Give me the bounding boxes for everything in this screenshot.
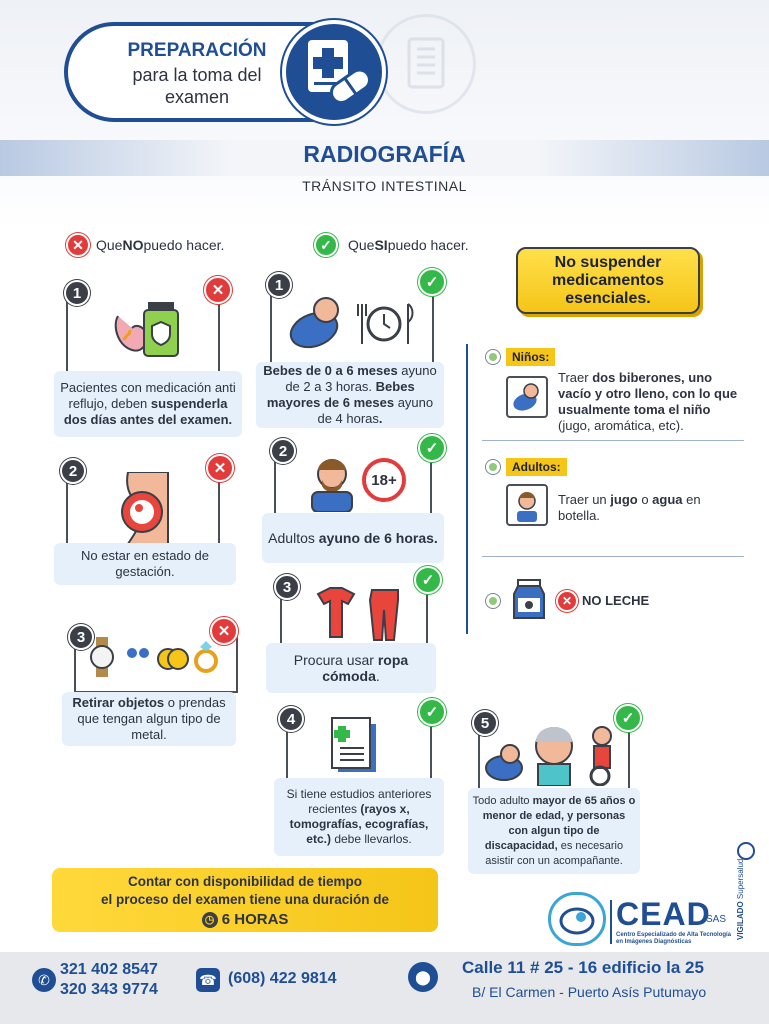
companion-people-icon xyxy=(484,718,626,786)
section-divider xyxy=(482,440,744,441)
no-item-3-card: Retirar objetos o prendas que tengan algun tipo de metal. xyxy=(62,692,236,746)
brand-divider xyxy=(610,900,612,944)
ninos-label: Niños: xyxy=(506,348,555,366)
time-availability-banner: Contar con disponibilidad de tiempo el proceso del examen tiene una duración de ◷ 6 HORAS xyxy=(52,868,438,932)
vigilado-supersalud: VIGILADO Supersalud xyxy=(736,858,745,940)
prep-subtitle: para la toma del examen xyxy=(132,65,262,107)
check-icon: ✓ xyxy=(314,233,338,257)
divider-line xyxy=(466,344,468,634)
check-icon: ✓ xyxy=(418,268,446,296)
milk-carton-icon xyxy=(508,578,550,620)
stomach-medicine-icon xyxy=(110,296,186,366)
bullet-icon xyxy=(486,594,500,608)
si-item-5-card: Todo adulto mayor de 65 años o menor de edad, y personas con algun tipo de discapacidad, es necesario asistir con un acompañante. xyxy=(468,788,640,874)
step-number: 3 xyxy=(274,574,300,600)
adult-man-icon xyxy=(304,452,364,512)
si-item-2-frame xyxy=(274,450,432,518)
medication-note: No suspender medicamentos esenciales. xyxy=(516,247,700,314)
clock-icon: ◷ xyxy=(202,912,218,928)
address-line-1: Calle 11 # 25 - 16 edificio la 25 xyxy=(462,958,704,977)
step-number: 1 xyxy=(64,280,90,306)
section-divider xyxy=(482,556,744,557)
baby-fasting-icon xyxy=(288,294,420,354)
brand-suffix: SAS xyxy=(706,914,727,925)
step-number: 3 xyxy=(68,624,94,650)
address-line-2: B/ El Carmen - Puerto Asís Putumayo xyxy=(472,984,707,1000)
xray-watermark-icon xyxy=(376,14,476,114)
step-number: 2 xyxy=(270,438,296,464)
metal-objects-icon xyxy=(90,637,226,677)
bullet-icon xyxy=(486,460,500,474)
check-icon: ✓ xyxy=(418,698,446,726)
no-item-2-card: No estar en estado de gestación. xyxy=(54,543,236,585)
supersalud-icon xyxy=(737,842,755,860)
check-icon: ✓ xyxy=(414,566,442,594)
medical-records-icon xyxy=(328,716,382,776)
no-item-1-card: Pacientes con medicación anti reflujo, deben suspenderla dos días antes del examen. xyxy=(54,371,242,437)
adultos-text: Traer un jugo o agua en botella. xyxy=(558,492,701,523)
si-item-1-frame xyxy=(270,286,434,366)
step-number: 5 xyxy=(472,710,498,736)
si-item-5-frame xyxy=(478,716,630,790)
no-leche-text: NO LECHE xyxy=(582,593,650,608)
step-number: 4 xyxy=(278,706,304,732)
comfortable-clothes-icon xyxy=(308,586,404,644)
baby-icon xyxy=(506,376,548,418)
check-icon: ✓ xyxy=(614,704,642,732)
phone-icon: ☎ xyxy=(196,968,220,992)
legend-no: ✕ Que NO puedo hacer. xyxy=(66,233,224,257)
legend-si: ✓ Que SI puedo hacer. xyxy=(314,233,469,257)
brand-tagline: Centro Especializado de Alta Tecnología en Imágenes Diagnósticas xyxy=(616,932,732,945)
prep-title: PREPARACIÓN xyxy=(127,40,267,61)
si-item-4-frame xyxy=(286,714,432,782)
adultos-label: Adultos: xyxy=(506,458,567,476)
mobile-phones[interactable]: 321 402 8547 320 343 9774 xyxy=(60,961,158,998)
landline-phone[interactable]: (608) 422 9814 xyxy=(228,970,337,987)
no-item-2-frame xyxy=(66,468,220,548)
si-item-3-frame xyxy=(280,580,428,648)
si-item-4-card: Si tiene estudios anteriores recientes (rayos x, tomografías, ecografías, etc.) debe llevarlos. xyxy=(274,778,444,856)
adult-icon xyxy=(506,484,548,526)
ninos-text: Traer dos biberones, uno vacío y otro lleno, con lo que usualmente toma el niño (jugo, aromática, etc). xyxy=(558,370,738,433)
cross-icon: ✕ xyxy=(556,590,578,612)
cross-icon: ✕ xyxy=(204,276,232,304)
step-number: 2 xyxy=(60,458,86,484)
cross-icon: ✕ xyxy=(66,233,90,257)
location-pin-icon: ⬤ xyxy=(408,962,438,992)
brand-name: CEAD xyxy=(616,896,711,932)
no-item-1-frame xyxy=(66,292,220,374)
pregnancy-icon xyxy=(106,472,182,544)
cross-icon: ✕ xyxy=(206,454,234,482)
whatsapp-icon: ✆ xyxy=(32,968,56,992)
cross-icon: ✕ xyxy=(210,617,238,645)
si-item-3-card: Procura usar ropa cómoda. xyxy=(266,643,436,693)
page-subtitle: TRÁNSITO INTESTINAL xyxy=(302,178,467,194)
medical-document-icon xyxy=(282,20,386,124)
page-title: RADIOGRAFÍA xyxy=(303,141,466,167)
si-item-2-card: Adultos ayuno de 6 horas. xyxy=(262,513,444,563)
cead-logo-icon xyxy=(548,892,606,946)
check-icon: ✓ xyxy=(418,434,446,462)
step-number: 1 xyxy=(266,272,292,298)
age-restriction-icon: 18+ xyxy=(362,458,406,502)
bullet-icon xyxy=(486,350,500,364)
si-item-1-card: Bebes de 0 a 6 meses ayuno de 2 a 3 horas. Bebes mayores de 6 meses ayuno de 4 horas. xyxy=(256,362,444,428)
